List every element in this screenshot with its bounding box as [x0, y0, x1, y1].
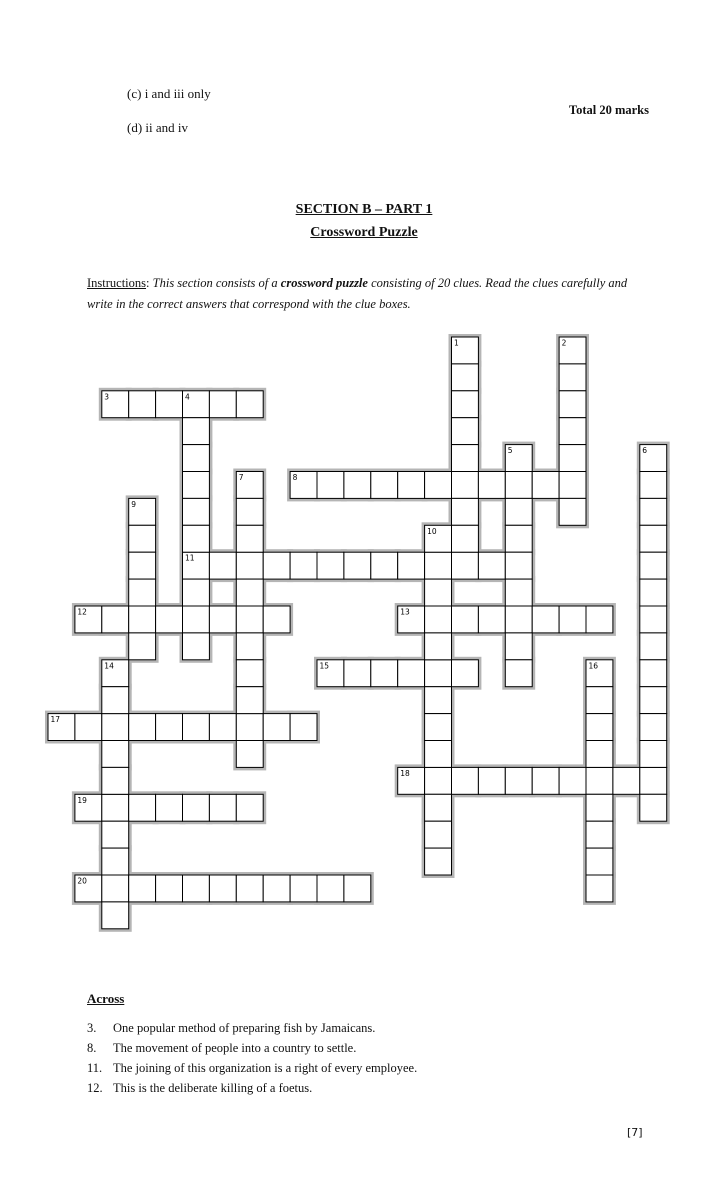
- crossword-cell[interactable]: [452, 660, 479, 687]
- crossword-cell[interactable]: [425, 821, 452, 848]
- crossword-cell[interactable]: [586, 741, 613, 768]
- crossword-cell[interactable]: [505, 498, 532, 525]
- option-c-key: (c): [127, 86, 142, 101]
- crossword-cell[interactable]: [559, 418, 586, 445]
- crossword-cell[interactable]: [129, 552, 156, 579]
- clue-number-label: 6: [642, 446, 648, 456]
- crossword-cell[interactable]: [559, 445, 586, 472]
- across-clue-8: [87, 1041, 356, 1056]
- across-clue-12: [87, 1081, 312, 1096]
- crossword-cell[interactable]: [183, 875, 210, 902]
- crossword-cell[interactable]: [344, 552, 371, 579]
- crossword-cell[interactable]: [102, 606, 129, 633]
- crossword-cell[interactable]: [290, 552, 317, 579]
- crossword-cell[interactable]: [129, 606, 156, 633]
- crossword-cell[interactable]: [425, 687, 452, 714]
- crossword-cell[interactable]: [613, 767, 640, 794]
- crossword-cell[interactable]: [129, 794, 156, 821]
- option-d-key: (d): [127, 120, 143, 135]
- clue-number-label: 8: [292, 473, 298, 482]
- clue-number-label: 18: [400, 768, 410, 778]
- crossword-cell[interactable]: [586, 848, 613, 875]
- crossword-cell[interactable]: [129, 875, 156, 902]
- crossword-cell[interactable]: [586, 875, 613, 902]
- crossword-cell[interactable]: [505, 525, 532, 552]
- across-clue-3: [87, 1021, 375, 1036]
- crossword-cell[interactable]: [209, 875, 236, 902]
- clue-number: 8.: [87, 1041, 97, 1055]
- crossword-cell[interactable]: [398, 660, 425, 687]
- crossword-cell[interactable]: [640, 767, 667, 794]
- crossword-cell[interactable]: [640, 472, 667, 499]
- clue-number-label: 20: [77, 876, 87, 886]
- option-c-text: i and iii only: [144, 86, 211, 101]
- crossword-cell[interactable]: [263, 714, 290, 741]
- crossword-cell[interactable]: [371, 660, 398, 687]
- crossword-cell[interactable]: [505, 767, 532, 794]
- crossword-cell[interactable]: [559, 498, 586, 525]
- grid-cells[interactable]: [48, 337, 667, 929]
- crossword-cell[interactable]: [209, 606, 236, 633]
- crossword-cell[interactable]: [183, 606, 210, 633]
- crossword-cell[interactable]: [640, 498, 667, 525]
- crossword-cell[interactable]: [290, 714, 317, 741]
- crossword-cell[interactable]: [209, 794, 236, 821]
- crossword-cell[interactable]: [102, 741, 129, 768]
- crossword-cell[interactable]: [505, 606, 532, 633]
- crossword-cell[interactable]: [129, 714, 156, 741]
- crossword-cell[interactable]: [452, 606, 479, 633]
- crossword-cell[interactable]: [532, 767, 559, 794]
- crossword-cell[interactable]: [505, 633, 532, 660]
- crossword-cell[interactable]: [236, 498, 263, 525]
- crossword-cell[interactable]: [425, 472, 452, 499]
- crossword-cell[interactable]: [263, 606, 290, 633]
- crossword-cell[interactable]: [425, 660, 452, 687]
- clue-text: The movement of people into a country to settle.: [113, 1041, 357, 1055]
- crossword-cell[interactable]: [452, 418, 479, 445]
- crossword-cell[interactable]: [102, 687, 129, 714]
- clue-text: This is the deliberate killing of a foetus.: [113, 1081, 313, 1095]
- crossword-cell[interactable]: [183, 633, 210, 660]
- crossword-cell[interactable]: [371, 472, 398, 499]
- crossword-cell[interactable]: [640, 687, 667, 714]
- crossword-cell[interactable]: [586, 606, 613, 633]
- crossword-cell[interactable]: [236, 525, 263, 552]
- crossword-cell[interactable]: [505, 472, 532, 499]
- crossword-cell[interactable]: [452, 364, 479, 391]
- crossword-cell[interactable]: [586, 794, 613, 821]
- crossword-cell[interactable]: [425, 633, 452, 660]
- crossword-cell[interactable]: [156, 875, 183, 902]
- clue-number-label: 3: [104, 392, 110, 402]
- crossword-cell[interactable]: [236, 552, 263, 579]
- crossword-cell[interactable]: [586, 821, 613, 848]
- crossword-cell[interactable]: [478, 606, 505, 633]
- crossword-cell[interactable]: [425, 794, 452, 821]
- crossword-cell[interactable]: [640, 633, 667, 660]
- crossword-cell[interactable]: [425, 579, 452, 606]
- crossword-cell[interactable]: [102, 821, 129, 848]
- crossword-cell[interactable]: [156, 606, 183, 633]
- crossword-cell[interactable]: [75, 714, 102, 741]
- crossword-cell[interactable]: [586, 687, 613, 714]
- instructions-part1: This section consists of a: [152, 276, 281, 290]
- clue-number-label: 14: [104, 661, 114, 671]
- crossword-cell[interactable]: [398, 472, 425, 499]
- clue-number: 3.: [87, 1021, 97, 1035]
- crossword-cell[interactable]: [183, 445, 210, 472]
- instructions-bold-term: crossword puzzle: [280, 276, 368, 290]
- clue-number-label: 4: [185, 392, 190, 402]
- crossword-cell[interactable]: [183, 418, 210, 445]
- crossword-cell[interactable]: [263, 875, 290, 902]
- crossword-cell[interactable]: [344, 660, 371, 687]
- crossword-cell[interactable]: [559, 606, 586, 633]
- crossword-cell[interactable]: [478, 472, 505, 499]
- crossword-cell[interactable]: [559, 767, 586, 794]
- crossword-cell[interactable]: [640, 741, 667, 768]
- crossword-cell[interactable]: [398, 552, 425, 579]
- total-marks: Total 20 marks: [568, 103, 649, 117]
- crossword-cell[interactable]: [317, 875, 344, 902]
- crossword-cell[interactable]: [209, 552, 236, 579]
- crossword-cell[interactable]: [209, 714, 236, 741]
- crossword-cell[interactable]: [452, 525, 479, 552]
- crossword-cell[interactable]: [156, 714, 183, 741]
- crossword-cell[interactable]: [640, 552, 667, 579]
- crossword-cell[interactable]: [452, 498, 479, 525]
- crossword-cell[interactable]: [586, 714, 613, 741]
- clue-number-label: 17: [50, 715, 61, 725]
- crossword-cell[interactable]: [102, 767, 129, 794]
- crossword-cell[interactable]: [478, 767, 505, 794]
- crossword-cell[interactable]: [317, 472, 344, 499]
- crossword-cell[interactable]: [344, 875, 371, 902]
- crossword-cell[interactable]: [452, 445, 479, 472]
- instructions-label: Instructions: [87, 276, 147, 290]
- clue-number-label: 12: [77, 607, 87, 617]
- crossword-cell[interactable]: [102, 848, 129, 875]
- crossword-cell[interactable]: [452, 391, 479, 418]
- crossword-cell[interactable]: [236, 391, 263, 418]
- crossword-cell[interactable]: [559, 391, 586, 418]
- clue-number-label: 16: [588, 661, 599, 671]
- crossword-cell[interactable]: [129, 579, 156, 606]
- crossword-cell[interactable]: [532, 606, 559, 633]
- crossword-cell[interactable]: [425, 606, 452, 633]
- across-clue-11: [87, 1061, 417, 1076]
- crossword-cell[interactable]: [236, 633, 263, 660]
- crossword-cell[interactable]: [425, 767, 452, 794]
- clue-number-label: 15: [319, 661, 330, 671]
- crossword-cell[interactable]: [640, 714, 667, 741]
- crossword-cell[interactable]: [425, 552, 452, 579]
- crossword-cell[interactable]: [102, 902, 129, 929]
- crossword-cell[interactable]: [236, 660, 263, 687]
- crossword-cell[interactable]: [183, 525, 210, 552]
- crossword-cell[interactable]: [236, 794, 263, 821]
- crossword-cell[interactable]: [425, 741, 452, 768]
- crossword-cell[interactable]: [236, 687, 263, 714]
- clue-text: The joining of this organization is a right of every employee.: [113, 1061, 418, 1075]
- clue-number: 11.: [87, 1061, 103, 1075]
- clue-number-label: 13: [400, 607, 410, 617]
- instructions-sep: :: [146, 276, 153, 290]
- crossword-cell[interactable]: [129, 633, 156, 660]
- crossword-cell[interactable]: [129, 391, 156, 418]
- crossword-cell[interactable]: [236, 875, 263, 902]
- page-number: [7]: [627, 1126, 643, 1139]
- option-d-text: ii and iv: [145, 120, 189, 135]
- crossword-cell[interactable]: [640, 606, 667, 633]
- crossword-cell[interactable]: [236, 606, 263, 633]
- crossword-cell[interactable]: [425, 714, 452, 741]
- crossword-cell[interactable]: [156, 391, 183, 418]
- crossword-cell[interactable]: [640, 525, 667, 552]
- crossword-cell[interactable]: [209, 391, 236, 418]
- clue-number: 12.: [87, 1081, 103, 1095]
- crossword-cell[interactable]: [586, 767, 613, 794]
- crossword-cell[interactable]: [505, 579, 532, 606]
- crossword-cell[interactable]: [505, 660, 532, 687]
- crossword-cell[interactable]: [371, 552, 398, 579]
- clue-text: One popular method of preparing fish by Jamaicans.: [113, 1021, 376, 1035]
- crossword-cell[interactable]: [452, 767, 479, 794]
- instructions-part2: consisting of 20 clues. Read the clues carefully and write in the correct answers that correspond with the clue boxes.: [87, 276, 628, 311]
- clue-number-label: 1: [454, 338, 459, 348]
- crossword-cell[interactable]: [102, 714, 129, 741]
- crossword-cell[interactable]: [263, 552, 290, 579]
- crossword-cell[interactable]: [236, 579, 263, 606]
- crossword-cell[interactable]: [452, 552, 479, 579]
- clue-number-label: 2: [561, 338, 567, 348]
- crossword-cell[interactable]: [236, 714, 263, 741]
- crossword-cell[interactable]: [183, 472, 210, 499]
- crossword-cell[interactable]: [236, 741, 263, 768]
- clue-number-label: 9: [131, 499, 136, 509]
- across-heading: Across: [87, 991, 125, 1006]
- crossword-cell[interactable]: [452, 472, 479, 499]
- crossword-cell[interactable]: [183, 794, 210, 821]
- crossword-cell[interactable]: [559, 472, 586, 499]
- crossword-cell[interactable]: [290, 875, 317, 902]
- clue-number-label: 5: [507, 446, 513, 456]
- clue-number-label: 10: [427, 526, 437, 536]
- crossword-cell[interactable]: [559, 364, 586, 391]
- crossword-cell[interactable]: [344, 472, 371, 499]
- section-subtitle: Crossword Puzzle: [310, 225, 418, 240]
- crossword-cell[interactable]: [183, 579, 210, 606]
- clue-number-label: 7: [238, 473, 244, 482]
- crossword-cell[interactable]: [532, 472, 559, 499]
- crossword-cell[interactable]: [317, 552, 344, 579]
- crossword-cell[interactable]: [183, 498, 210, 525]
- crossword-cell[interactable]: [102, 794, 129, 821]
- crossword-cell[interactable]: [102, 875, 129, 902]
- crossword-cell[interactable]: [425, 848, 452, 875]
- clue-number-label: 19: [77, 795, 87, 805]
- crossword-cell[interactable]: [640, 660, 667, 687]
- crossword-cell[interactable]: [129, 525, 156, 552]
- section-title: SECTION B – PART 1: [295, 202, 433, 217]
- crossword-cell[interactable]: [183, 714, 210, 741]
- clue-number-label: 11: [185, 553, 195, 563]
- crossword-cell[interactable]: [478, 552, 505, 579]
- crossword-cell[interactable]: [640, 794, 667, 821]
- crossword-cell[interactable]: [156, 794, 183, 821]
- crossword-cell[interactable]: [640, 579, 667, 606]
- crossword-cell[interactable]: [505, 552, 532, 579]
